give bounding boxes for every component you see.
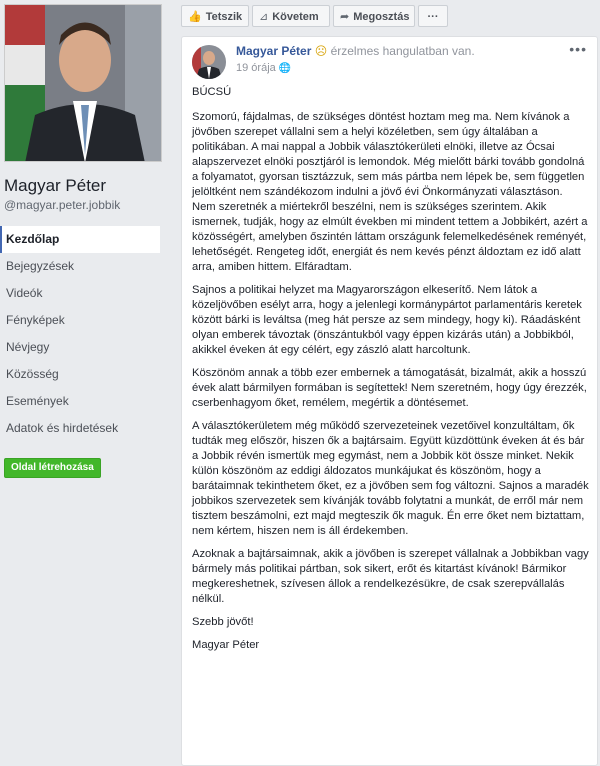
post-options-icon[interactable]: ••• bbox=[569, 41, 587, 57]
like-button[interactable] bbox=[181, 5, 249, 27]
post-author-line bbox=[236, 44, 475, 58]
post-timestamp[interactable]: 19 órája bbox=[236, 62, 276, 74]
left-column bbox=[0, 0, 170, 756]
sidebar-item-events[interactable]: Események bbox=[6, 394, 69, 408]
post-paragraph: Azoknak a bajtársaimnak, akik a jövőben is szerepet vállalnak a Jobbikban vagy bármely más politikai pártban, sok sikert, erőt és kitartást kívánok! Bármikor megkereshetnek, szívesen állok a rendelkezésükre, de csak szerepvállalás nélkül. bbox=[192, 548, 589, 605]
author-avatar[interactable] bbox=[192, 45, 226, 79]
post-paragraph: A választókerületem még működő szervezeteinek vezetőivel konzultáltam, ők tudták meg először, hiszen ők a bajtársaim. Együtt küzdöttünk éveken át és bár a Jobbik révén ismertük meg egymást, nem a Jobbik köt össze minket. Nekik külön köszönöm az eddigi áldozatos munkájukat és köszönöm, hogy a barátaimnak tekinthetem őket, ez a jövőben sem fog változni. Sajnos a maradék jobbikos szervezetek sem kívánják tovább folytatni a munkát, de erről már nem tisztem beszámolni, ezt majd megteszik ők maguk. Én erre őket nem biztattam, nem kértem, hiszen nem is áll érdekemben. bbox=[192, 420, 589, 537]
post-paragraph: Köszönöm annak a több ezer embernek a támogatását, bizalmát, akik a hosszú évek alatt bármilyen formában is segítettek! Nem szeretném, hogy úgy érezzék, cserbenhagyom őket, remélem, megértik a döntésemet. bbox=[192, 367, 587, 409]
profile-photo-image bbox=[5, 5, 162, 162]
more-actions-button[interactable]: ··· bbox=[418, 5, 448, 27]
post-paragraph: Szomorú, fájdalmas, de szükséges döntést hoztam meg ma. Nem kívánok a jövőben szerepet vállalni sem a helyi közéletben, sem úgy általában a politikában. A mai nappal a Jobbik választókerületi elnöki, illetve az Ócsai alapszervezet elnöki posztjáról is lemondok. Még mielőtt bárki tovább gondolná a folyamatot, gyorsan tisztázzuk, sem más pártba nem lépek be, sem független jelöltként nem szándékozom indulni a jövő évi Önkormányzati választáson. bbox=[192, 111, 585, 198]
sidebar-nav bbox=[0, 226, 160, 442]
post-card bbox=[181, 36, 598, 766]
page-handle[interactable]: @magyar.peter.jobbik bbox=[4, 198, 121, 212]
post-signature: Magyar Péter bbox=[192, 639, 260, 651]
sad-face-icon: ☹ bbox=[314, 44, 328, 58]
sidebar-item-community[interactable]: Közösség bbox=[6, 367, 59, 381]
sidebar-item-posts[interactable]: Bejegyzések bbox=[6, 259, 75, 273]
post-timestamp-line bbox=[236, 62, 291, 74]
sidebar-item-videos[interactable]: Videók bbox=[6, 286, 43, 300]
sidebar-item-photos[interactable]: Fényképek bbox=[6, 313, 65, 327]
post-body bbox=[192, 85, 589, 661]
post-paragraph: Nem szeretnék a miértekről beszélni, nem is szükséges szerintem. Akik ismernek, tudják, hogy az elmúlt években mi mindent tettem a Jobbikért, azért a közösségért, amelyben őszintén láttam országunk felemelkedésének reményét, lehetőségét. Rengeteg időt, energiát és nem kevés pénzt áldoztam ez idő alatt arra, amiben hittem. Elfáradtam. bbox=[192, 201, 588, 273]
thumbs-up-icon: 👍 bbox=[188, 11, 202, 23]
share-button[interactable] bbox=[333, 5, 415, 27]
page-name[interactable]: Magyar Péter bbox=[4, 176, 107, 195]
post-title: BÚCSÚ bbox=[192, 86, 232, 98]
share-arrow-icon: ➦ bbox=[340, 11, 350, 23]
post-paragraph: Szebb jövőt! bbox=[192, 616, 254, 628]
like-label: Tetszik bbox=[205, 11, 243, 23]
sidebar-item-about[interactable]: Névjegy bbox=[6, 340, 50, 354]
sidebar-item-info-ads[interactable]: Adatok és hirdetések bbox=[6, 421, 119, 435]
sidebar-item-home[interactable]: Kezdőlap bbox=[0, 226, 160, 253]
post-paragraph: Sajnos a politikai helyzet ma Magyarországon elkeserítő. Nem látok a közeljövőben esélyt arra, hogy a jelenlegi kormánypártot parlamentáris keretek között bárki is leváltsa (meg hát persze az sem mindegy, hogy ki). Ráadásként olyan emberek távoztak (önszántukból vagy éppen kizárás után) a Jobbikból, akikkel éveken át egy célért, egy zászló alatt harcoltunk. bbox=[192, 284, 582, 356]
post-author-name[interactable]: Magyar Péter bbox=[236, 44, 312, 58]
follow-label: Követem bbox=[272, 11, 319, 23]
post-feeling: érzelmes hangulatban van. bbox=[330, 44, 475, 58]
globe-icon: 🌐 bbox=[278, 63, 292, 74]
avatar-image bbox=[192, 45, 226, 79]
follow-button[interactable] bbox=[252, 5, 330, 27]
profile-photo[interactable] bbox=[4, 4, 162, 162]
create-page-button[interactable]: Oldal létrehozása bbox=[4, 458, 101, 478]
share-label: Megosztás bbox=[353, 11, 410, 23]
rss-icon: ⊿ bbox=[259, 11, 269, 23]
